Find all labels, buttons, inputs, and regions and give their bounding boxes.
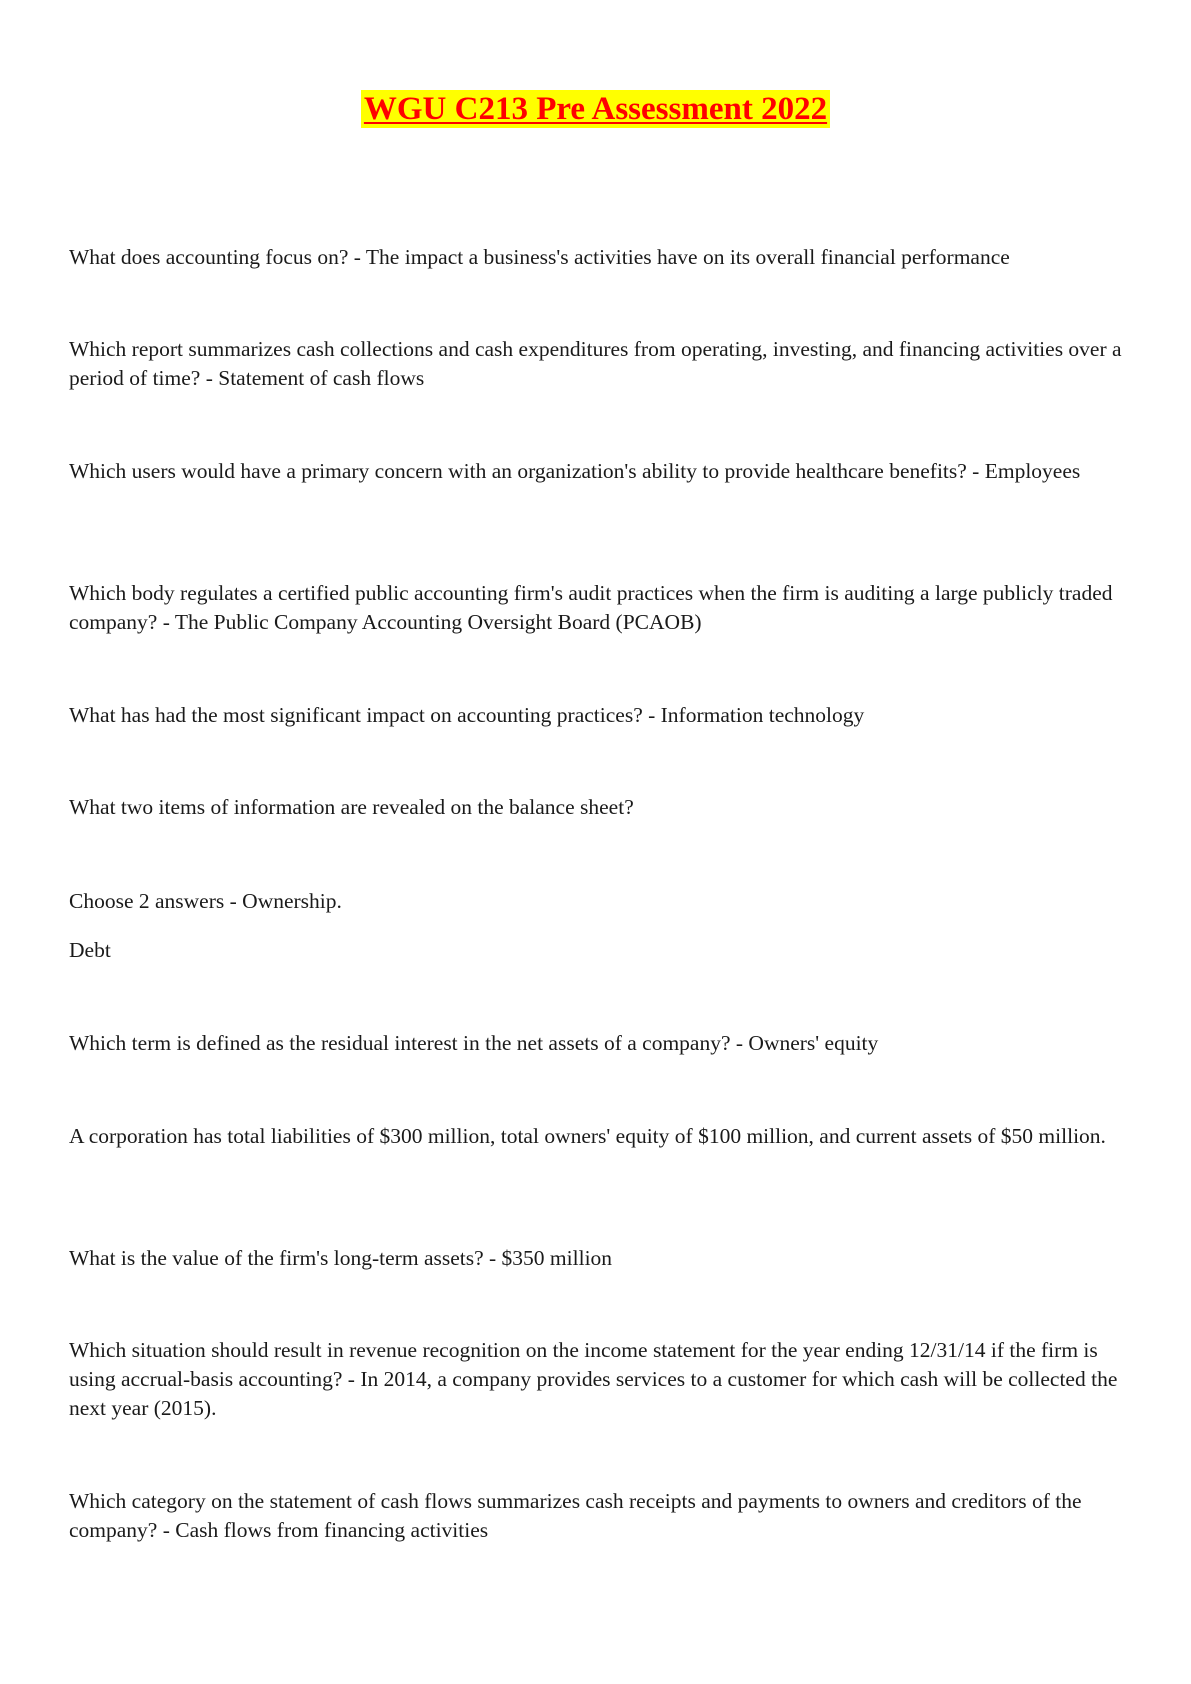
qa-paragraph-9: Which term is defined as the residual interest in the net assets of a company? - Owners' equity [69, 1031, 879, 1055]
qa-paragraph-12: Which situation should result in revenue recognition on the income statement for the year ending 12/31/14 if the firm is using accrual-basis accounting? - In 2014, a company provides services to a customer for which cash will be collected the next year (2015). [69, 1338, 1118, 1420]
qa-paragraph-13: Which category on the statement of cash flows summarizes cash receipts and payments to owners and creditors of the company? - Cash flows from financing activities [69, 1489, 1082, 1542]
qa-paragraph-1: What does accounting focus on? - The impact a business's activities have on its overall financial performance [69, 245, 1010, 269]
title-container [0, 90, 1191, 128]
qa-paragraph-8: Debt [69, 938, 111, 962]
qa-paragraph-11: What is the value of the firm's long-term assets? - $350 million [69, 1246, 613, 1270]
qa-paragraph-10: A corporation has total liabilities of $300 million, total owners' equity of $100 million, and current assets of $50 million. [69, 1124, 1106, 1148]
qa-paragraph-6: What two items of information are revealed on the balance sheet? [69, 795, 634, 819]
qa-paragraph-7: Choose 2 answers - Ownership. [69, 889, 342, 913]
qa-paragraph-2: Which report summarizes cash collections and cash expenditures from operating, investing, and financing activities over a period of time? - Statement of cash flows [69, 337, 1122, 390]
qa-paragraph-3: Which users would have a primary concern with an organization's ability to provide healthcare benefits? - Employees [69, 459, 1081, 483]
qa-paragraph-5: What has had the most significant impact on accounting practices? - Information technology [69, 703, 865, 727]
page-title: WGU C213 Pre Assessment 2022 [361, 90, 830, 128]
qa-paragraph-4: Which body regulates a certified public accounting firm's audit practices when the firm is auditing a large publicly traded company? - The Public Company Accounting Oversight Board (PCAOB) [69, 581, 1113, 634]
